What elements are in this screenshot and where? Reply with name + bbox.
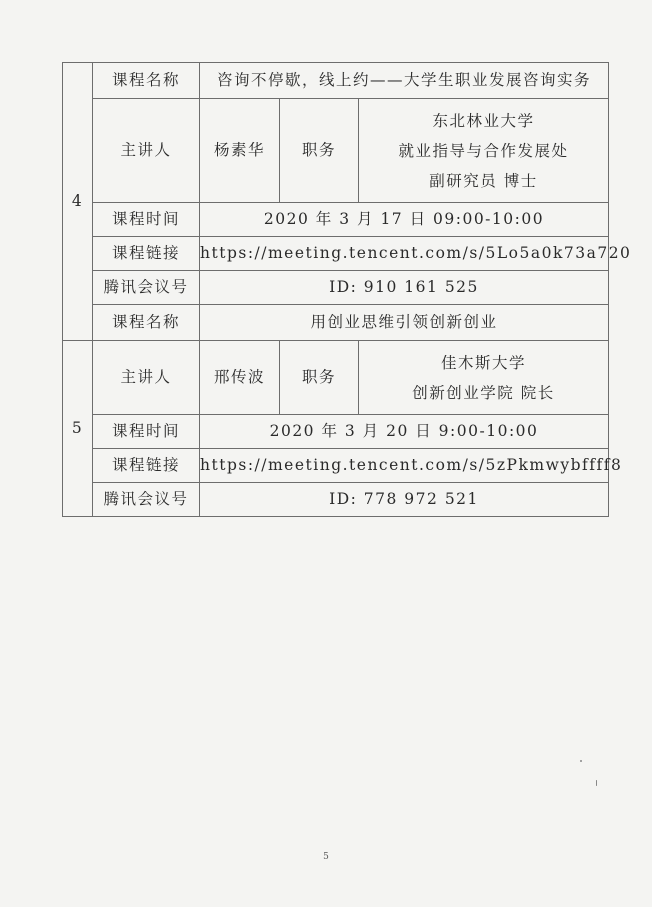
position-value bbox=[359, 99, 609, 203]
speaker-name: 邢传波 bbox=[200, 341, 280, 415]
course-link-label: 课程链接 bbox=[93, 449, 200, 483]
course-link-label: 课程链接 bbox=[93, 237, 200, 271]
position-line: 佳木斯大学 bbox=[441, 353, 527, 372]
position-value bbox=[359, 341, 609, 415]
scan-speck bbox=[596, 780, 597, 786]
course-name-label: 课程名称 bbox=[93, 63, 200, 99]
table-row bbox=[63, 341, 609, 415]
meeting-id-label: 腾讯会议号 bbox=[93, 483, 200, 517]
table-row bbox=[63, 449, 609, 483]
scan-speck bbox=[580, 760, 582, 762]
course-time-label: 课程时间 bbox=[93, 415, 200, 449]
meeting-id-label: 腾讯会议号 bbox=[93, 271, 200, 305]
position-label: 职务 bbox=[280, 99, 359, 203]
speaker-name: 杨素华 bbox=[200, 99, 280, 203]
course-time-value: 2020 年 3 月 17 日 09:00-10:00 bbox=[200, 203, 609, 237]
course-schedule-table bbox=[62, 62, 632, 517]
position-line: 副研究员 博士 bbox=[429, 171, 538, 190]
table-row bbox=[63, 99, 609, 203]
course-name-value: 咨询不停歇，线上约——大学生职业发展咨询实务 bbox=[200, 63, 609, 99]
table-row bbox=[63, 203, 609, 237]
course-name-value: 用创业思维引领创新创业 bbox=[200, 305, 609, 341]
course-number: 4 bbox=[63, 63, 93, 341]
position-line: 东北林业大学 bbox=[432, 111, 535, 130]
course-link-value[interactable]: https://meeting.tencent.com/s/5Lo5a0k73a720 bbox=[200, 237, 609, 271]
speaker-label: 主讲人 bbox=[93, 341, 200, 415]
course-name-label: 课程名称 bbox=[93, 305, 200, 341]
course-time-label: 课程时间 bbox=[93, 203, 200, 237]
speaker-label: 主讲人 bbox=[93, 99, 200, 203]
table-row bbox=[63, 271, 609, 305]
course-number: 5 bbox=[63, 341, 93, 517]
position-line: 就业指导与合作发展处 bbox=[398, 141, 569, 160]
table-row bbox=[63, 305, 609, 341]
table-row bbox=[63, 483, 609, 517]
course-link-value[interactable]: https://meeting.tencent.com/s/5zPkmwybffff8 bbox=[200, 449, 609, 483]
position-line: 创新创业学院 院长 bbox=[412, 383, 555, 402]
meeting-id-value: ID: 778 972 521 bbox=[200, 483, 609, 517]
table-row bbox=[63, 237, 609, 271]
table-row bbox=[63, 63, 609, 99]
meeting-id-value: ID: 910 161 525 bbox=[200, 271, 609, 305]
page-number: 5 bbox=[323, 852, 329, 862]
table-row bbox=[63, 415, 609, 449]
position-label: 职务 bbox=[280, 341, 359, 415]
course-time-value: 2020 年 3 月 20 日 9:00-10:00 bbox=[200, 415, 609, 449]
